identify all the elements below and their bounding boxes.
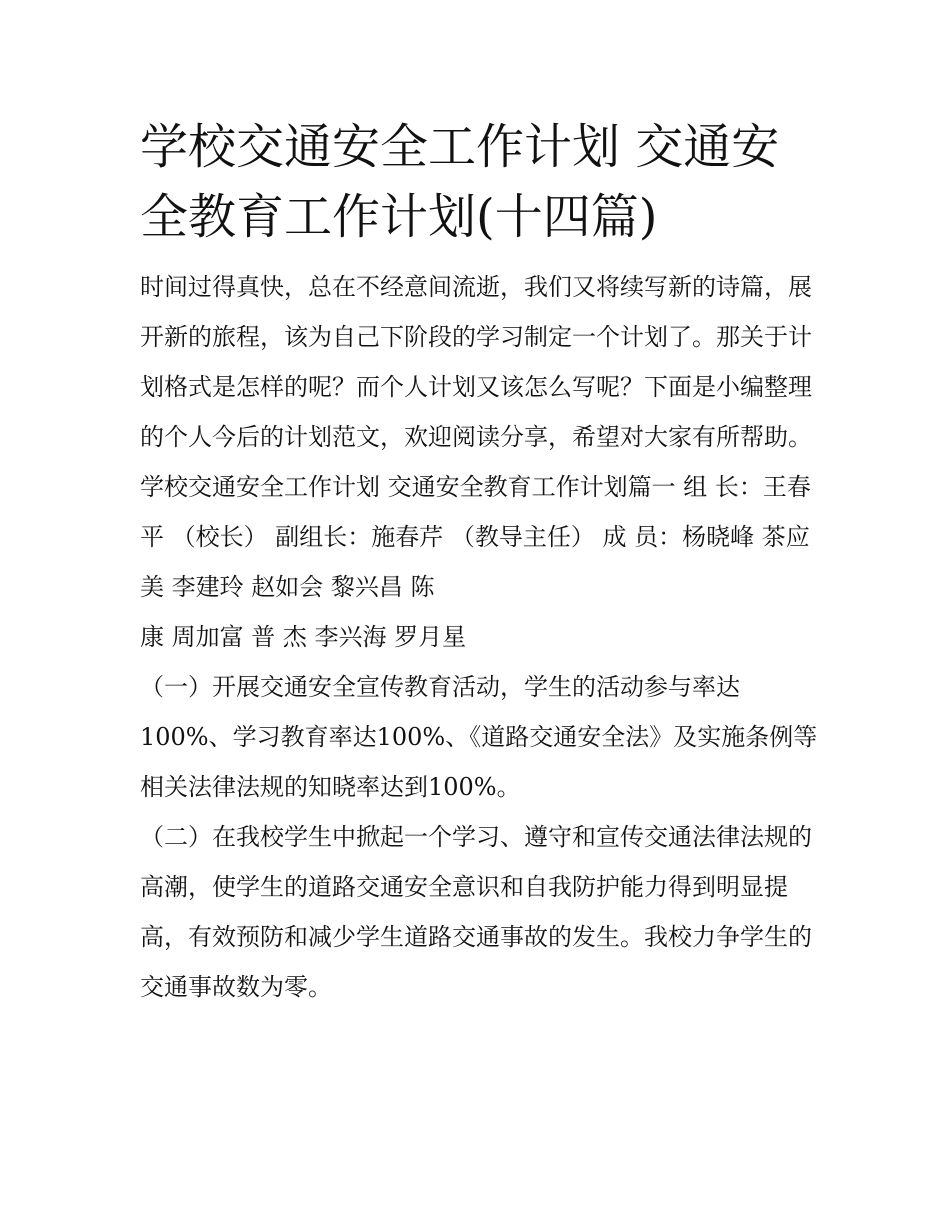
title-line-2: 全教育工作计划(十四篇): [140, 189, 658, 245]
team-names-line: 康 周加富 普 杰 李兴海 罗月星: [140, 623, 467, 651]
goal-2-paragraph: （二）在我校学生中掀起一个学习、遵守和宣传交通法律法规的高潮，使学生的道路交通安全意识和自我防护能力得到明显提高，有效预防和减少学生道路交通事故的发生。我校力争学生的交通事故数为零。: [140, 823, 812, 1001]
document-title: [140, 112, 830, 252]
intro-paragraph: 时间过得真快，总在不经意间流逝，我们又将续写新的诗篇，展开新的旅程，该为自己下阶段的学习制定一个计划了。那关于计划格式是怎样的呢？而个人计划又该怎么写呢？下面是小编整理的个人今后的计划范文，欢迎阅读分享，希望对大家有所帮助。: [140, 273, 812, 451]
document-content: [140, 112, 830, 1012]
team-paragraph: 学校交通安全工作计划 交通安全教育工作计划篇一 组 长：王春平 （校长） 副组长：施春芹 （教导主任） 成 员：杨晓峰 茶应美 李建玲 赵如会 黎兴昌 陈: [140, 473, 811, 601]
goal-1-paragraph: （一）开展交通安全宣传教育活动，学生的活动参与率达100%、学习教育率达100%、《道路交通安全法》及实施条例等相关法律法规的知晓率达到100%。: [140, 673, 818, 801]
title-line-1: 学校交通安全工作计划 交通安: [140, 119, 780, 175]
document-body: [140, 262, 830, 1012]
